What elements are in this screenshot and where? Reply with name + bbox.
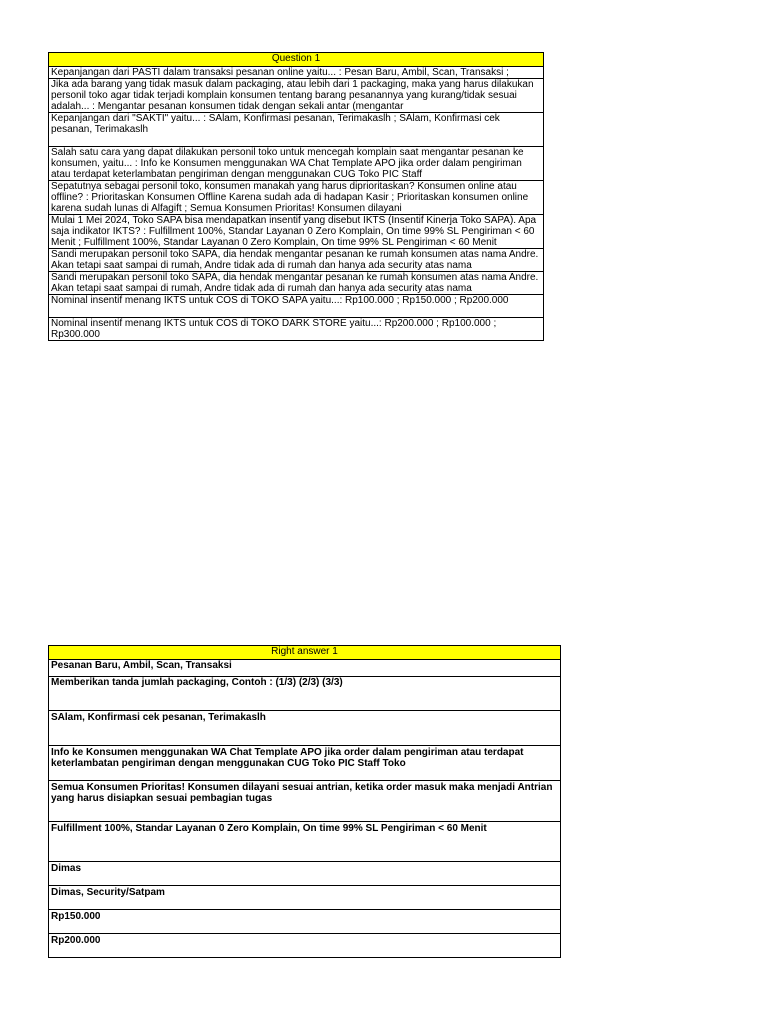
question-header[interactable]: Question 1 — [49, 53, 544, 67]
question-text: Jika ada barang yang tidak masuk dalam packaging, atau lebih dari 1 packaging, maka yang harus dilakukan personil toko agar tidak terjadi komplain konsumen tentang barang pesanannya yang kurang/tidak sesuai adalah... : Mengantar pesanan konsumen tidak dengan sekali antar (mengantar — [51, 79, 534, 112]
question-cell[interactable] — [49, 318, 544, 341]
answer-cell[interactable]: Memberikan tanda jumlah packaging, Contoh : (1/3) (2/3) (3/3) — [49, 677, 561, 711]
question-text: Nominal insentif menang IKTS untuk COS di TOKO DARK STORE yaitu...: Rp200.000 ; Rp100.000 ; Rp300.000 — [51, 318, 497, 340]
answer-cell[interactable]: Semua Konsumen Prioritas! Konsumen dilayani sesuai antrian, ketika order masuk maka menjadi Antrian yang harus disiapkan sesuai pembagian tugas — [49, 781, 561, 822]
answer-cell[interactable]: SAlam, Konfirmasi cek pesanan, Terimakaslh — [49, 711, 561, 746]
answer-table — [48, 645, 561, 958]
question-text: Kepanjangan dari "SAKTI" yaitu... : SAlam, Konfirmasi pesanan, Terimakaslh ; SAlam, Konfirmasi cek pesanan, Terimakaslh — [51, 113, 500, 135]
answer-cell[interactable]: Info ke Konsumen menggunakan WA Chat Template APO jika order dalam pengiriman atau terdapat keterlambatan pengiriman dengan menggunakan CUG Toko PIC Staff Toko — [49, 746, 561, 781]
question-cell[interactable] — [49, 215, 544, 249]
answer-cell[interactable]: Dimas, Security/Satpam — [49, 886, 561, 910]
question-text: Sandi merupakan personil toko SAPA, dia hendak mengantar pesanan ke rumah konsumen atas nama Andre. Akan tetapi saat sampai di rumah, Andre tidak ada di rumah dan hanya ada security atas nama — [51, 272, 539, 294]
question-text: Mulai 1 Mei 2024, Toko SAPA bisa mendapatkan insentif yang disebut IKTS (Insentif Kinerja Toko SAPA). Apa saja indikator IKTS? : Fulfillment 100%, Standar Layanan 0 Zero Komplain, On time 99% SL Pengiriman < 60 Menit ; Fulfillment 100%, Standar Layanan 0 Zero Komplain, On time 99% SL Pengiriman < 60 Menit — [51, 215, 537, 248]
question-cell[interactable] — [49, 113, 544, 147]
answer-cell[interactable]: Pesanan Baru, Ambil, Scan, Transaksi — [49, 660, 561, 677]
answer-cell[interactable]: Fulfillment 100%, Standar Layanan 0 Zero Komplain, On time 99% SL Pengiriman < 60 Menit — [49, 822, 561, 862]
question-cell[interactable] — [49, 147, 544, 181]
question-cell[interactable] — [49, 79, 544, 113]
question-cell[interactable] — [49, 295, 544, 318]
answer-cell[interactable]: Dimas — [49, 862, 561, 886]
answer-header[interactable]: Right answer 1 — [49, 646, 561, 660]
question-cell[interactable] — [49, 67, 544, 79]
question-text: Sandi merupakan personil toko SAPA, dia hendak mengantar pesanan ke rumah konsumen atas nama Andre. Akan tetapi saat sampai di rumah, Andre tidak ada di rumah dan hanya ada security atas nama — [51, 249, 539, 271]
question-cell[interactable] — [49, 272, 544, 295]
question-cell[interactable] — [49, 249, 544, 272]
answer-cell[interactable]: Rp200.000 — [49, 934, 561, 958]
question-table — [48, 52, 544, 341]
question-text: Nominal insentif menang IKTS untuk COS di TOKO SAPA yaitu...: Rp100.000 ; Rp150.000 ; Rp200.000 — [51, 295, 509, 306]
question-text: Kepanjangan dari PASTI dalam transaksi pesanan online yaitu... : Pesan Baru, Ambil, Scan, Transaksi ; — [51, 67, 509, 78]
question-text: Salah satu cara yang dapat dilakukan personil toko untuk mencegah komplain saat mengantar pesanan ke konsumen, yaitu... : Info ke Konsumen menggunakan WA Chat Template APO jika order dalam pengiriman atau terdapat keterlambatan pengiriman dengan menggunakan CUG Toko PIC Staff — [51, 147, 524, 180]
question-cell[interactable] — [49, 181, 544, 215]
question-text: Sepatutnya sebagai personil toko, konsumen manakah yang harus diprioritaskan? Konsumen online atau offline? : Prioritaskan Konsumen Offline Karena sudah ada di hadapan Kasir ; Prioritaskan konsumen online karena sudah lunas di Alfagift ; Semua Konsumen Prioritas! Konsumen dilayani — [51, 181, 529, 214]
answer-cell[interactable]: Rp150.000 — [49, 910, 561, 934]
